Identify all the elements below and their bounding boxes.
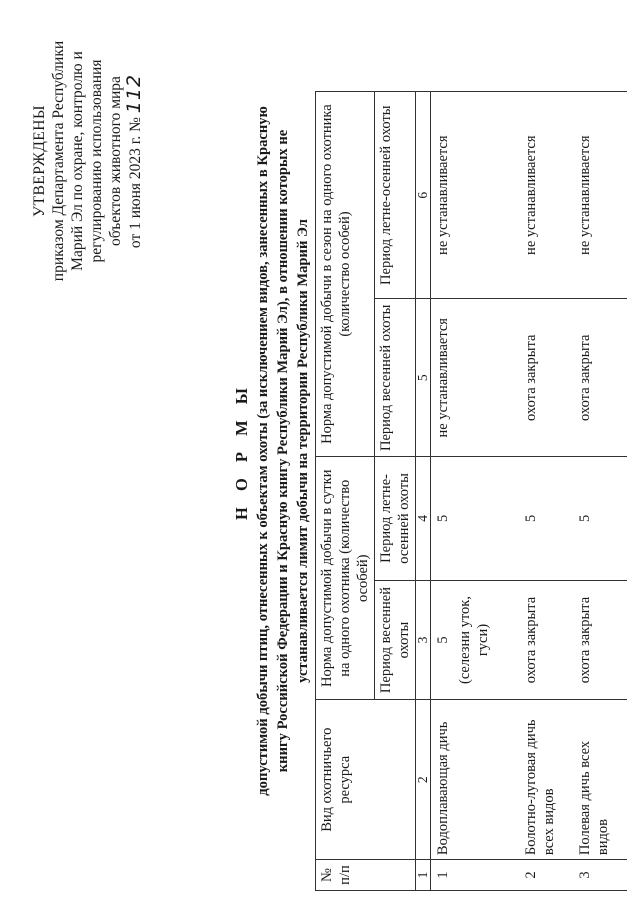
table-row [573,92,627,891]
handwritten-order-number: 112 [123,73,145,114]
column-number: 6 [416,92,431,299]
row-daily-summer: 5 [519,457,573,581]
row-season-summer: не устанавливается [519,92,573,299]
row-daily-spring [431,580,519,700]
approval-line: объектов животного мира [107,76,124,246]
row-daily-summer: 5 [431,457,519,581]
header-season-summer: Период летне-осенней охоты [375,92,416,299]
column-number: 2 [416,700,431,860]
row-species: Полевая дичь всех видов [573,700,627,860]
column-number: 4 [416,457,431,581]
header-species: Вид охотничьего ресурса [316,700,416,860]
approval-line: приказом Департамента Республики [50,40,67,282]
rotated-page [20,11,620,891]
description-line: устанавливается лимит добычи на территории Республики Марий Эл [295,219,311,683]
daily-spring-note: (селезни уток, гуси) [457,596,491,685]
daily-spring-value: 5 [435,636,451,644]
document-description [253,21,313,881]
approval-line: регулированию использования [88,59,105,263]
header-season-spring: Период весенней охоты [375,299,416,457]
column-number: 1 [416,860,431,891]
row-daily-spring: охота закрыта [573,580,627,700]
table-header-row [316,92,375,891]
description-line: книгу Российской Федерации и Красную книгу Республики Марий Эл), в отношении которых не [275,129,291,773]
header-season-group: Норма допустимой добычи в сезон на одного охотника (количество особей) [316,92,375,457]
table-row [519,92,573,891]
approval-date: от 1 июня 2023 г. № [127,117,144,249]
row-species: Болотно-луговая дичь всех видов [519,700,573,860]
description-line: допустимой добычи птиц, отнесенных к объектам охоты (за исключением видов, занесенных в Красную [255,106,271,796]
row-number: 1 [431,860,519,891]
approval-heading: УТВЕРЖДЕНЫ [31,105,48,217]
approval-date-line [125,6,145,316]
norms-table [315,91,627,891]
row-species: Водоплавающая дичь [431,700,519,860]
row-season-summer: не устанавливается [573,92,627,299]
header-daily-summer: Период летне-осенней охоты [375,457,416,581]
header-no: № п/п [316,860,416,891]
approval-block [30,6,145,316]
document-title: Н О Р М Ы [232,381,251,521]
row-season-spring: охота закрыта [573,299,627,457]
row-daily-summer: 5 [573,457,627,581]
row-number: 2 [519,860,573,891]
table-row [431,92,519,891]
column-number: 3 [416,580,431,700]
row-season-spring: не устанавливается [431,299,519,457]
approval-line: Марий Эл по охране, контролю и [69,51,86,271]
header-daily-group: Норма допустимой добычи в сутки на одного охотника (количество особей) [316,457,375,700]
header-daily-spring: Период весенней охоты [375,580,416,700]
row-season-summer: не устанавливается [431,92,519,299]
column-number: 5 [416,299,431,457]
row-season-spring: охота закрыта [519,299,573,457]
row-daily-spring: охота закрыта [519,580,573,700]
column-number-row [416,92,431,891]
row-number: 3 [573,860,627,891]
